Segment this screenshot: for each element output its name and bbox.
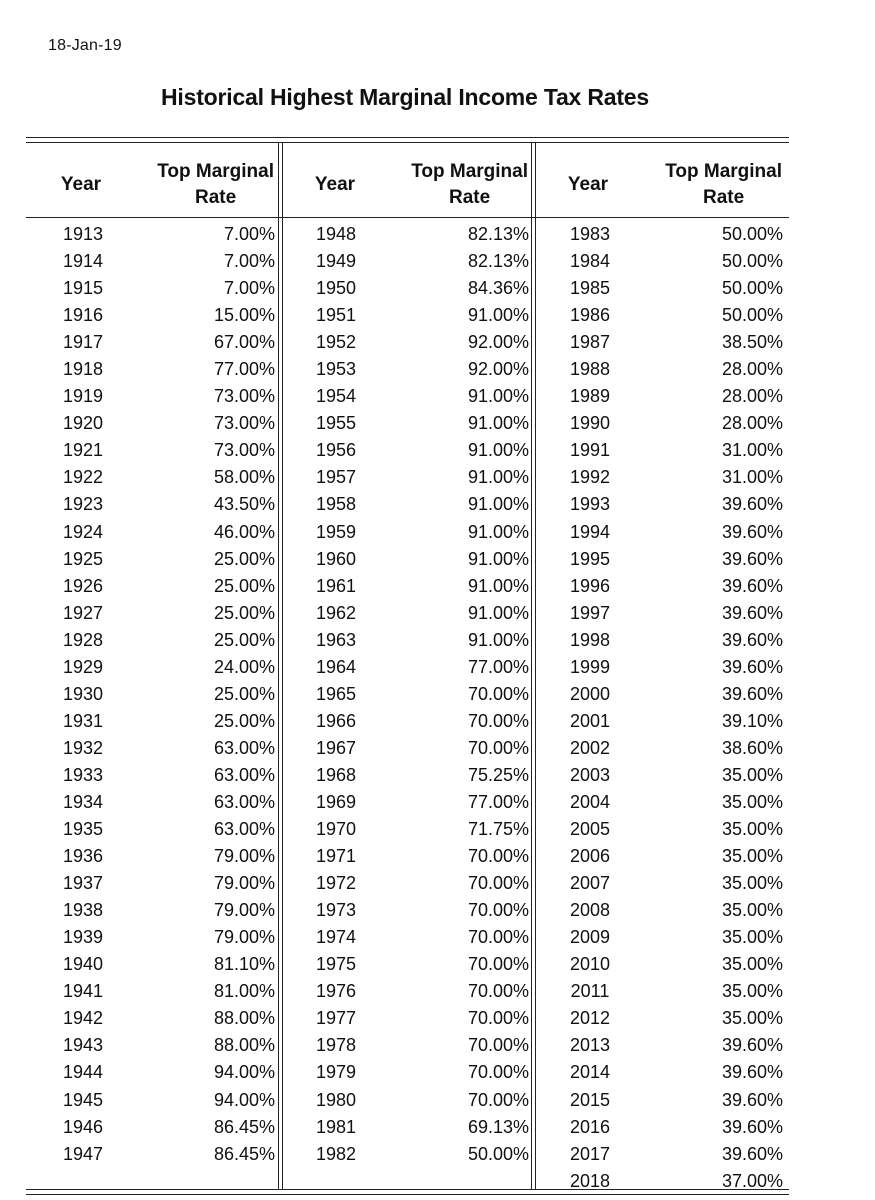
rate-cell: 38.50%: [721, 332, 783, 353]
rate-cell: 35.00%: [721, 873, 783, 894]
year-cell: 1923: [62, 494, 104, 515]
year-cell: 2002: [569, 737, 611, 758]
year-cell: 1971: [315, 846, 357, 867]
rate-cell: 39.60%: [721, 1143, 783, 1164]
rate-cell: 50.00%: [467, 1143, 529, 1164]
rate-cell: 70.00%: [467, 710, 529, 731]
rate-cell: 39.60%: [721, 629, 783, 650]
year-cell: 1936: [62, 846, 104, 867]
year-cell: 1934: [62, 791, 104, 812]
rate-cell: 35.00%: [721, 900, 783, 921]
year-cell: 2010: [569, 954, 611, 975]
rate-column-2: [404, 221, 529, 1168]
year-cell: 1941: [62, 981, 104, 1002]
year-cell: 2011: [570, 981, 610, 1002]
rate-cell: 79.00%: [213, 846, 275, 867]
rate-cell: 70.00%: [467, 846, 529, 867]
rate-cell: 94.00%: [213, 1062, 275, 1083]
rate-cell: 50.00%: [721, 278, 783, 299]
rate-cell: 39.60%: [721, 656, 783, 677]
rate-cell: 77.00%: [213, 359, 275, 380]
year-cell: 1968: [315, 764, 357, 785]
year-cell: 1996: [569, 575, 611, 596]
group-divider-1a: [278, 142, 279, 1190]
rate-cell: 91.00%: [467, 548, 529, 569]
rate-cell: 69.13%: [467, 1116, 529, 1137]
rate-cell: 91.00%: [467, 629, 529, 650]
rate-cell: 7.00%: [223, 251, 275, 272]
table-top-rule: [26, 137, 789, 138]
rate-cell: 35.00%: [721, 819, 783, 840]
year-cell: 1920: [62, 413, 104, 434]
year-cell: 2001: [569, 710, 611, 731]
year-cell: 1957: [315, 467, 357, 488]
group-divider-2b: [535, 142, 536, 1190]
rate-cell: 39.60%: [721, 1035, 783, 1056]
rate-cell: 86.45%: [213, 1143, 275, 1164]
rate-cell: 77.00%: [467, 791, 529, 812]
rate-cell: 86.45%: [213, 1116, 275, 1137]
rate-cell: 39.10%: [721, 710, 783, 731]
year-cell: 1977: [315, 1008, 357, 1029]
rate-cell: 79.00%: [213, 900, 275, 921]
year-cell: 1917: [62, 332, 104, 353]
rate-cell: 39.60%: [721, 494, 783, 515]
year-cell: 2014: [569, 1062, 611, 1083]
year-cell: 1916: [62, 305, 104, 326]
year-cell: 2015: [569, 1089, 611, 1110]
rate-column-1: [150, 221, 275, 1168]
header-rate-3: Top Marginal Rate: [665, 161, 782, 208]
year-cell: 1975: [315, 954, 357, 975]
year-cell: 1963: [315, 629, 357, 650]
rate-cell: 39.60%: [721, 1062, 783, 1083]
year-column-3: [561, 221, 619, 1195]
year-cell: 1954: [315, 386, 357, 407]
rate-cell: 79.00%: [213, 873, 275, 894]
rate-cell: 70.00%: [467, 873, 529, 894]
year-cell: 1937: [62, 873, 104, 894]
rate-cell: 63.00%: [213, 791, 275, 812]
rate-cell: 70.00%: [467, 1008, 529, 1029]
rate-cell: 25.00%: [213, 629, 275, 650]
rate-cell: 39.60%: [721, 548, 783, 569]
rate-cell: 63.00%: [213, 764, 275, 785]
year-cell: 1926: [62, 575, 104, 596]
year-cell: 1964: [315, 656, 357, 677]
year-cell: 2017: [569, 1143, 611, 1164]
rate-cell: 15.00%: [213, 305, 275, 326]
year-cell: 1985: [569, 278, 611, 299]
rate-cell: 73.00%: [213, 386, 275, 407]
header-year-2: Year: [314, 174, 356, 195]
year-cell: 1956: [315, 440, 357, 461]
rate-cell: 84.36%: [467, 278, 529, 299]
rate-cell: 38.60%: [721, 737, 783, 758]
year-cell: 1930: [62, 683, 104, 704]
year-cell: 1914: [62, 251, 104, 272]
rate-cell: 7.00%: [223, 224, 275, 244]
rate-cell: 81.00%: [213, 981, 275, 1002]
rate-cell: 25.00%: [213, 683, 275, 704]
header-year-3: Year: [567, 174, 609, 195]
rate-cell: 31.00%: [721, 467, 783, 488]
year-cell: 1983: [569, 224, 611, 244]
year-cell: 1961: [315, 575, 357, 596]
rate-cell: 79.00%: [213, 927, 275, 948]
year-cell: 1945: [62, 1089, 104, 1110]
rate-cell: 70.00%: [467, 683, 529, 704]
year-cell: 2003: [569, 764, 611, 785]
rate-cell: 39.60%: [721, 1116, 783, 1137]
year-cell: 1948: [315, 224, 357, 244]
header-rate-2: Top Marginal Rate: [411, 161, 528, 208]
rate-cell: 91.00%: [467, 413, 529, 434]
year-cell: 1955: [315, 413, 357, 434]
year-cell: 1925: [62, 548, 104, 569]
rate-cell: 92.00%: [467, 359, 529, 380]
year-cell: 1943: [62, 1035, 104, 1056]
year-cell: 1932: [62, 737, 104, 758]
year-cell: 1913: [62, 224, 104, 244]
year-cell: 1944: [62, 1062, 104, 1083]
rate-cell: 73.00%: [213, 413, 275, 434]
year-cell: 1942: [62, 1008, 104, 1029]
year-cell: 1990: [569, 413, 611, 434]
rate-cell: 28.00%: [721, 359, 783, 380]
rate-cell: 35.00%: [721, 791, 783, 812]
year-cell: 1949: [315, 251, 357, 272]
rate-cell: 31.00%: [721, 440, 783, 461]
year-cell: 1928: [62, 629, 104, 650]
year-cell: 1969: [315, 791, 357, 812]
rate-cell: 25.00%: [213, 602, 275, 623]
year-cell: 1950: [315, 278, 357, 299]
rate-cell: 77.00%: [467, 656, 529, 677]
year-cell: 1999: [569, 656, 611, 677]
header-rate-1: Top Marginal Rate: [157, 161, 274, 208]
year-cell: 1979: [315, 1062, 357, 1083]
rate-cell: 91.00%: [467, 467, 529, 488]
year-cell: 1982: [315, 1143, 357, 1164]
year-cell: 1939: [62, 927, 104, 948]
year-cell: 1953: [315, 359, 357, 380]
year-cell: 1965: [315, 683, 357, 704]
rate-cell: 63.00%: [213, 737, 275, 758]
table-top-rule-inner: [26, 142, 789, 143]
year-cell: 1940: [62, 954, 104, 975]
year-cell: 2004: [569, 791, 611, 812]
year-cell: 1947: [62, 1143, 104, 1164]
rate-cell: 70.00%: [467, 1089, 529, 1110]
year-cell: 1962: [315, 602, 357, 623]
rate-cell: 58.00%: [213, 467, 275, 488]
year-cell: 1918: [62, 359, 104, 380]
year-cell: 1992: [569, 467, 611, 488]
year-cell: 1966: [315, 710, 357, 731]
year-cell: 1935: [62, 819, 104, 840]
rate-cell: 50.00%: [721, 305, 783, 326]
header-year-1: Year: [60, 174, 102, 195]
year-cell: 1980: [315, 1089, 357, 1110]
year-cell: 2000: [569, 683, 611, 704]
rate-column-3: [658, 221, 783, 1195]
rate-cell: 70.00%: [467, 954, 529, 975]
rate-cell: 39.60%: [721, 683, 783, 704]
year-cell: 1946: [62, 1116, 104, 1137]
year-cell: 1931: [62, 710, 104, 731]
rate-cell: 43.50%: [213, 494, 275, 515]
rate-cell: 67.00%: [213, 332, 275, 353]
rate-cell: 82.13%: [467, 224, 529, 244]
rate-cell: 35.00%: [721, 954, 783, 975]
year-cell: 1927: [62, 602, 104, 623]
rate-cell: 91.00%: [467, 575, 529, 596]
rate-cell: 70.00%: [467, 900, 529, 921]
rate-cell: 50.00%: [721, 251, 783, 272]
year-cell: 2018: [569, 1170, 611, 1191]
rate-cell: 24.00%: [213, 656, 275, 677]
year-cell: 1978: [315, 1035, 357, 1056]
year-cell: 1998: [569, 629, 611, 650]
year-cell: 1997: [569, 602, 611, 623]
rate-cell: 71.75%: [467, 819, 529, 840]
year-cell: 1933: [62, 764, 104, 785]
year-cell: 1988: [569, 359, 611, 380]
page-title: Historical Highest Marginal Income Tax Rates: [161, 84, 649, 110]
year-cell: 2007: [569, 873, 611, 894]
year-cell: 1972: [315, 873, 357, 894]
rate-cell: 73.00%: [213, 440, 275, 461]
year-cell: 1958: [315, 494, 357, 515]
rate-cell: 7.00%: [223, 278, 275, 299]
rate-cell: 88.00%: [213, 1035, 275, 1056]
year-cell: 1929: [62, 656, 104, 677]
rate-cell: 35.00%: [721, 927, 783, 948]
year-cell: 1974: [315, 927, 357, 948]
rate-cell: 70.00%: [467, 1062, 529, 1083]
rate-cell: 35.00%: [721, 846, 783, 867]
rate-cell: 25.00%: [213, 548, 275, 569]
year-cell: 1970: [315, 819, 357, 840]
rate-cell: 82.13%: [467, 251, 529, 272]
year-cell: 2008: [569, 900, 611, 921]
rate-cell: 39.60%: [721, 602, 783, 623]
year-cell: 1986: [569, 305, 611, 326]
year-cell: 1993: [569, 494, 611, 515]
year-cell: 1959: [315, 521, 357, 542]
year-cell: 1951: [315, 305, 357, 326]
rate-cell: 91.00%: [467, 602, 529, 623]
year-cell: 2013: [569, 1035, 611, 1056]
rate-cell: 81.10%: [213, 954, 275, 975]
rate-cell: 25.00%: [213, 710, 275, 731]
rate-cell: 37.00%: [721, 1170, 783, 1191]
rate-cell: 91.00%: [467, 440, 529, 461]
year-cell: 1976: [315, 981, 357, 1002]
group-divider-1b: [282, 142, 283, 1190]
rate-cell: 50.00%: [721, 224, 783, 244]
rate-cell: 91.00%: [467, 521, 529, 542]
year-cell: 1981: [315, 1116, 357, 1137]
rate-cell: 88.00%: [213, 1008, 275, 1029]
year-cell: 1994: [569, 521, 611, 542]
year-cell: 1922: [62, 467, 104, 488]
rate-cell: 92.00%: [467, 332, 529, 353]
year-cell: 2009: [569, 927, 611, 948]
group-divider-2a: [531, 142, 532, 1190]
rate-cell: 28.00%: [721, 413, 783, 434]
year-cell: 1989: [569, 386, 611, 407]
rate-cell: 39.60%: [721, 575, 783, 596]
rate-cell: 35.00%: [721, 764, 783, 785]
year-cell: 1924: [62, 521, 104, 542]
rate-cell: 28.00%: [721, 386, 783, 407]
rate-cell: 91.00%: [467, 386, 529, 407]
year-cell: 1915: [62, 278, 104, 299]
year-cell: 2012: [569, 1008, 611, 1029]
year-cell: 1921: [62, 440, 104, 461]
year-cell: 1973: [315, 900, 357, 921]
rate-cell: 70.00%: [467, 981, 529, 1002]
rate-cell: 35.00%: [721, 981, 783, 1002]
year-cell: 1995: [569, 548, 611, 569]
year-cell: 1967: [315, 737, 357, 758]
rate-cell: 94.00%: [213, 1089, 275, 1110]
rate-cell: 35.00%: [721, 1008, 783, 1029]
year-cell: 2016: [569, 1116, 611, 1137]
year-cell: 1952: [315, 332, 357, 353]
year-cell: 1987: [569, 332, 611, 353]
rate-cell: 39.60%: [721, 521, 783, 542]
year-cell: 1991: [569, 440, 611, 461]
year-cell: 2006: [569, 846, 611, 867]
document-date: 18-Jan-19: [48, 37, 122, 54]
year-column-2: [307, 221, 365, 1168]
rate-cell: 46.00%: [213, 521, 275, 542]
year-cell: 1984: [569, 251, 611, 272]
rate-cell: 63.00%: [213, 819, 275, 840]
year-cell: 1919: [62, 386, 104, 407]
rate-cell: 75.25%: [467, 764, 529, 785]
year-cell: 2005: [569, 819, 611, 840]
rate-cell: 70.00%: [467, 1035, 529, 1056]
rate-cell: 70.00%: [467, 927, 529, 948]
rate-cell: 39.60%: [721, 1089, 783, 1110]
rate-cell: 91.00%: [467, 494, 529, 515]
rate-cell: 91.00%: [467, 305, 529, 326]
rate-cell: 25.00%: [213, 575, 275, 596]
year-cell: 1938: [62, 900, 104, 921]
rate-cell: 70.00%: [467, 737, 529, 758]
year-cell: 1960: [315, 548, 357, 569]
year-column-1: [54, 221, 112, 1168]
